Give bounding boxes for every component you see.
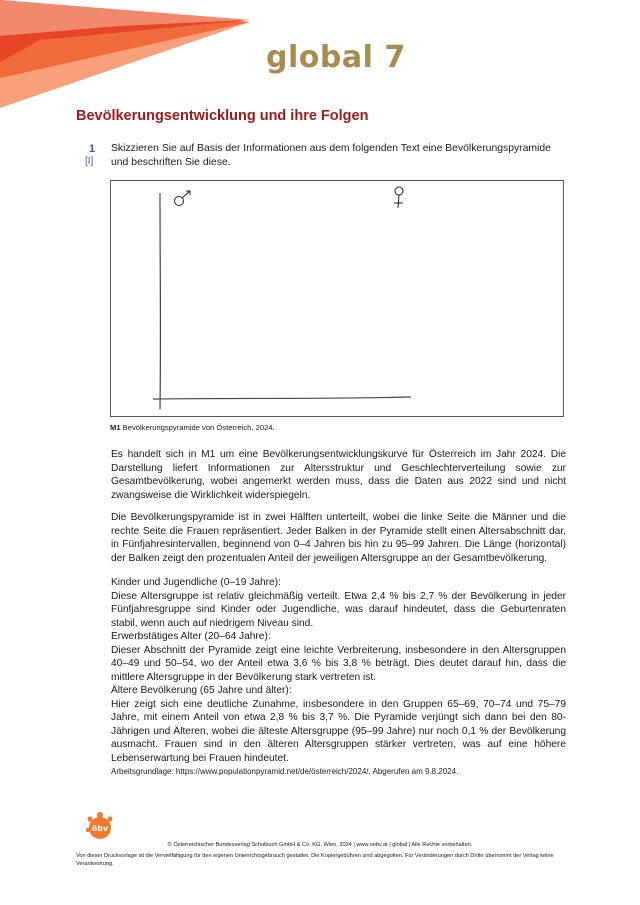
hand-drawn-axes [111,181,565,418]
children-text: Diese Altersgruppe ist relativ gleichmäßig verteilt. Etwa 2,4 % bis 2,7 % der Bevölkerung in jeder Fünfjahresgruppe sind Kinder oder Jugendliche, was darauf hindeutet, dass die Geburtenraten stabil, wenn auch auf niedrigem Niveau sind. [111,590,566,629]
elderly-text: Hier zeigt sich eine deutliche Zunahme, insbesondere in den Gruppen 65–69, 70–74 und 75–79 Jahre, mit einem Anteil von etwa 2,8 % bis 3,7 %. Die Pyramide verjüngt sich dann bei den 80-Jährigen und Älteren, wobei die älteste Altersgruppe (95–99 Jahre) nur noch 0,1 % der Bevölkerung ausmacht. Frauen sind in den älteren Altersgruppen stärker vertreten, was auf eine höhere Lebenserwartung bei Frauen hindeutet. [111,698,566,764]
source-note: Arbeitsgrundlage: https://www.populationpyramid.net/de/österreich/2024/. Abgerufen am 9.8.2024. [111,767,459,776]
working-age-text: Dieser Abschnitt der Pyramide zeigt eine leichte Verbreiterung, insbesondere in den Altersgruppen 40–49 und 50–54, wo der Anteil etwa 3,6 % bis 3,8 % beträgt. Dies deutet darauf hin, dass die mittlere Altersgruppe in der Bevölkerung stark vertreten ist. [111,644,566,683]
svg-text:öbv: öbv [91,824,109,833]
task-instruction: Skizzieren Sie auf Basis der Informationen aus dem folgenden Text eine Bevölkerungspyramide und beschriften Sie diese. [111,143,551,168]
corner-accent-graphic [0,0,260,110]
section-title: Bevölkerungsentwicklung und ihre Folgen [76,108,369,124]
figure-caption-label: M1 [110,423,121,432]
sketch-area [110,180,564,417]
footer-copyright: © Österreichischer Bundesverlag Schulbuch GmbH & Co. KG, Wien, 2024 | www.oebv.at | global | Alle Rechte vorbehalten. [167,842,473,848]
pyramid-description-paragraph: Die Bevölkerungspyramide ist in zwei Hälften unterteilt, wobei die linke Seite die Männer und die rechte Seite die Frauen repräsentiert. Jeder Balken in der Pyramide stellt einen Altersabschnitt dar, in Fünfjahresintervallen, beginnend von 0–4 Jahren bis hin zu 95–99 Jahren. Die Länge (horizontal) der Balken zeigt den prozentualen Anteil der jeweiligen Altersgruppe an der Gesamtbevölkerung. [111,512,566,564]
male-symbol-icon [175,191,191,206]
figure-caption [110,423,275,432]
working-age-heading: Erwerbstätiges Alter (20–64 Jahre): [111,631,271,642]
oebv-logo-icon [84,810,116,842]
intro-paragraph: Es handelt sich in M1 um eine Bevölkerungsentwicklungskurve für Österreich im Jahr 2024. Die Darstellung liefert Informationen zur Altersstruktur und Geschlechterverteilung sowie zur Gesamtbevölkerung, wobei angemerkt werden muss, dass die Daten aus 2022 sind und nicht zwangsweise die Wirklichkeit widerspiegeln. [111,449,566,501]
footer-notice: Von dieser Druckvorlage ist die Vervielfältigung für den eigenen Unterrichtsgebrauch gestattet. Die Kopiergebühren sind abgegolten. Für Veränderungen durch Dritte übernimmt der Verlag keine Verantwortung. [76,853,554,867]
task-number: 1 [88,143,96,155]
elderly-heading: Ältere Bevölkerung (65 Jahre und älter): [111,685,292,696]
female-symbol-icon [394,187,403,208]
figure-caption-text: Bevölkerungspyramide von Österreich, 2024. [120,423,275,432]
age-groups-section [111,576,566,779]
children-heading: Kinder und Jugendliche (0–19 Jahre): [111,577,281,588]
task-level: [I] [85,156,94,167]
brand-title: global 7 [266,40,406,75]
